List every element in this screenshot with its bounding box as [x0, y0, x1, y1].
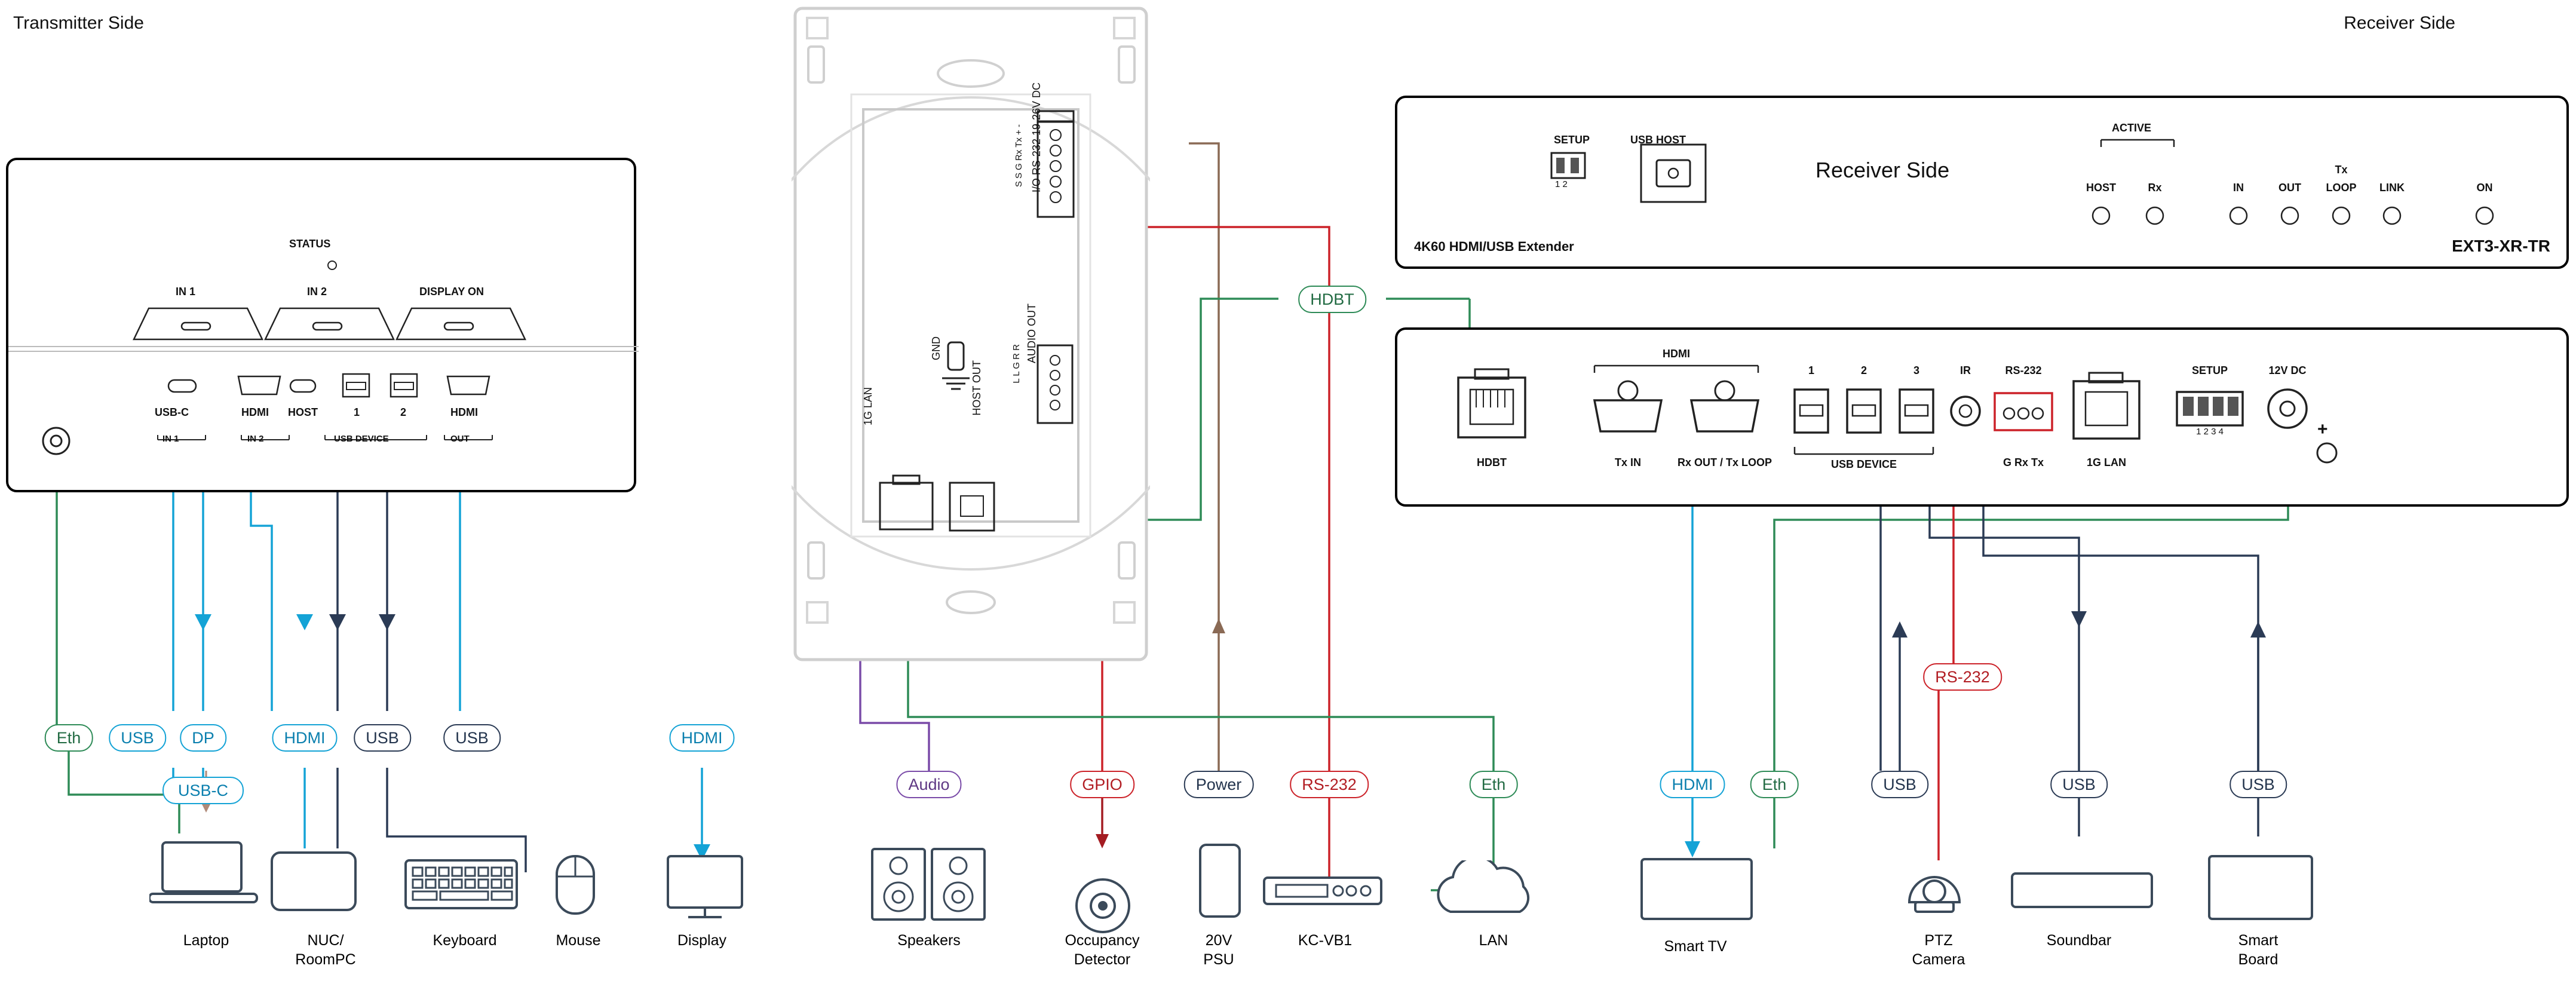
- kcvb1-icon: [1261, 869, 1386, 917]
- group-label-hdmi: HDMI: [1663, 348, 1690, 360]
- usb-num-1: 1: [1808, 364, 1815, 376]
- wallplate-host-out-label: HOST OUT: [971, 360, 983, 416]
- page-title-receiver: Receiver Side: [2344, 13, 2455, 33]
- status-label: STATUS: [289, 238, 331, 250]
- btn-label-in1: IN 1: [176, 286, 196, 298]
- port-label-hdmi-in: HDMI: [241, 406, 269, 418]
- plus-sign: +: [2317, 419, 2328, 439]
- smart-board-icon: [2204, 851, 2318, 926]
- connector-audio: Audio: [896, 771, 961, 798]
- port-label-host: HOST: [288, 406, 318, 418]
- active-label: ACTIVE: [2112, 122, 2152, 134]
- smart-tv-icon: [1637, 854, 1756, 926]
- port-label-hdmi-out: HDMI: [450, 406, 478, 418]
- device-label-keyboard: Keyboard: [433, 932, 497, 949]
- button-outlines: [8, 160, 639, 495]
- group-label-in1: IN 1: [162, 434, 179, 444]
- usb-host-label: USB HOST: [1630, 134, 1686, 146]
- group-label-in2: IN 2: [247, 434, 264, 444]
- connector-hdbt: HDBT: [1298, 286, 1366, 313]
- device-label-display: Display: [677, 932, 726, 949]
- receiver-front-panel: [1395, 96, 2569, 269]
- port-label-rx-out: Rx OUT / Tx LOOP: [1677, 456, 1772, 468]
- setup-dip-label: SETUP: [2191, 364, 2228, 376]
- connector-usb-smartboard: USB: [2230, 771, 2287, 798]
- lan-cloud-icon: [1422, 860, 1559, 926]
- device-label-speakers: Speakers: [897, 932, 961, 949]
- keyboard-icon: [403, 854, 523, 920]
- btn-label-display-on: DISPLAY ON: [419, 286, 484, 298]
- led-label-on: ON: [2476, 182, 2493, 194]
- led-label-tx: Tx: [2335, 164, 2348, 176]
- device-label-occupancy-2: Detector: [1074, 951, 1131, 968]
- btn-label-in2: IN 2: [307, 286, 327, 298]
- device-label-occupancy-1: Occupancy: [1065, 932, 1140, 949]
- connector-gpio: GPIO: [1070, 771, 1134, 798]
- device-label-lan: LAN: [1479, 932, 1508, 949]
- device-label-psu-1: 20V: [1205, 932, 1232, 949]
- led-label-link: LINK: [2379, 182, 2405, 194]
- led-label-loop: LOOP: [2326, 182, 2357, 194]
- connector-eth-laptop: Eth: [45, 724, 93, 752]
- connector-power: Power: [1184, 771, 1254, 798]
- port-label-lan: 1G LAN: [2086, 456, 2127, 468]
- wallplate-lan-label: 1G LAN: [862, 387, 874, 426]
- mouse-icon: [544, 851, 609, 923]
- port-label-ir: IR: [1960, 364, 1971, 376]
- wallplate-audio-out-label: AUDIO OUT: [1026, 304, 1038, 364]
- connector-dp-laptop: DP: [180, 724, 226, 752]
- occupancy-detector-icon: [1069, 872, 1141, 938]
- connector-rs232-ptz: RS-232: [1923, 663, 2002, 691]
- wallplate-terminal-pins: S S G Rx Tx + -: [1014, 124, 1024, 188]
- port-label-dc: 12V DC: [2268, 364, 2307, 376]
- setup-label: SETUP: [1554, 134, 1590, 146]
- port-label-usbc: USB-C: [155, 406, 189, 418]
- psu-icon: [1192, 836, 1249, 932]
- usb-num-2: 2: [1860, 364, 1867, 376]
- led-label-rx: Rx: [2148, 182, 2162, 194]
- usb-num-3: 3: [1913, 364, 1920, 376]
- device-label-laptop: Laptop: [183, 932, 229, 949]
- group-label-usb-device: USB DEVICE: [334, 434, 389, 444]
- transmitter-device: [6, 158, 636, 492]
- receiver-rear-panel: [1395, 327, 2569, 507]
- receiver-panel-title: Receiver Side: [1816, 158, 1950, 182]
- group-label-out: OUT: [450, 434, 470, 444]
- connector-hdmi-display: HDMI: [670, 724, 735, 752]
- connector-hdmi-tv: HDMI: [1660, 771, 1725, 798]
- wallplate-audio-pins: L L G R R: [1011, 344, 1022, 384]
- port-label-rs232: RS-232: [2005, 364, 2042, 376]
- page-title-transmitter: Transmitter Side: [13, 13, 144, 33]
- speakers-icon: [866, 845, 992, 923]
- device-label-smartboard-1: Smart: [2238, 932, 2278, 949]
- device-label-smartboard-2: Board: [2238, 951, 2278, 968]
- connector-usb-soundbar: USB: [2050, 771, 2108, 798]
- setup-dip-numbers: 1 2 3 4: [2196, 427, 2224, 437]
- connector-usb-keyboard: USB: [354, 724, 411, 752]
- led-label-out: OUT: [2278, 182, 2301, 194]
- device-label-smarttv: Smart TV: [1664, 938, 1727, 955]
- soundbar-icon: [2007, 860, 2157, 920]
- rs232-pin-labels: G Rx Tx: [2002, 456, 2044, 468]
- device-label-kcvb1: KC-VB1: [1298, 932, 1353, 949]
- led-label-host: HOST: [2086, 182, 2117, 194]
- display-icon: [663, 851, 747, 923]
- connector-eth-lan: Eth: [1470, 771, 1518, 798]
- device-label-psu-2: PSU: [1203, 951, 1234, 968]
- port-label-usb1: 1: [354, 406, 360, 418]
- connector-hdmi-nuc: HDMI: [272, 724, 338, 752]
- wallplate-gnd-label: GND: [930, 336, 942, 360]
- connector-usbc-adapter: USB-C: [162, 777, 244, 804]
- port-label-hdbt: HDBT: [1477, 456, 1507, 468]
- connector-rs232-mid: RS-232: [1290, 771, 1369, 798]
- wallplate-io-label: I/O RS-232 19-26V DC: [1031, 82, 1042, 193]
- led-label-in: IN: [2233, 182, 2244, 194]
- nuc-icon: [266, 845, 361, 923]
- device-label-ptz-1: PTZ: [1924, 932, 1953, 949]
- connector-usb-ptz: USB: [1871, 771, 1928, 798]
- model-description: 4K60 HDMI/USB Extender: [1414, 239, 1574, 254]
- device-label-mouse: Mouse: [556, 932, 601, 949]
- connector-usb-laptop: USB: [109, 724, 166, 752]
- connector-eth-tv: Eth: [1750, 771, 1799, 798]
- model-name: EXT3-XR-TR: [2452, 237, 2550, 255]
- device-label-nuc-2: RoomPC: [295, 951, 356, 968]
- setup-dip-numbers: 1 2: [1555, 179, 1568, 189]
- wallplate-device: [792, 5, 1150, 662]
- group-label-usb-device: USB DEVICE: [1830, 458, 1897, 470]
- device-label-soundbar: Soundbar: [2046, 932, 2112, 949]
- port-label-usb2: 2: [400, 406, 407, 418]
- connector-usb-mouse: USB: [443, 724, 501, 752]
- device-label-nuc-1: NUC/: [307, 932, 344, 949]
- ptz-camera-icon: [1900, 860, 1977, 932]
- device-label-ptz-2: Camera: [1912, 951, 1965, 968]
- port-label-tx-in: Tx IN: [1614, 456, 1642, 468]
- laptop-icon: [149, 836, 263, 920]
